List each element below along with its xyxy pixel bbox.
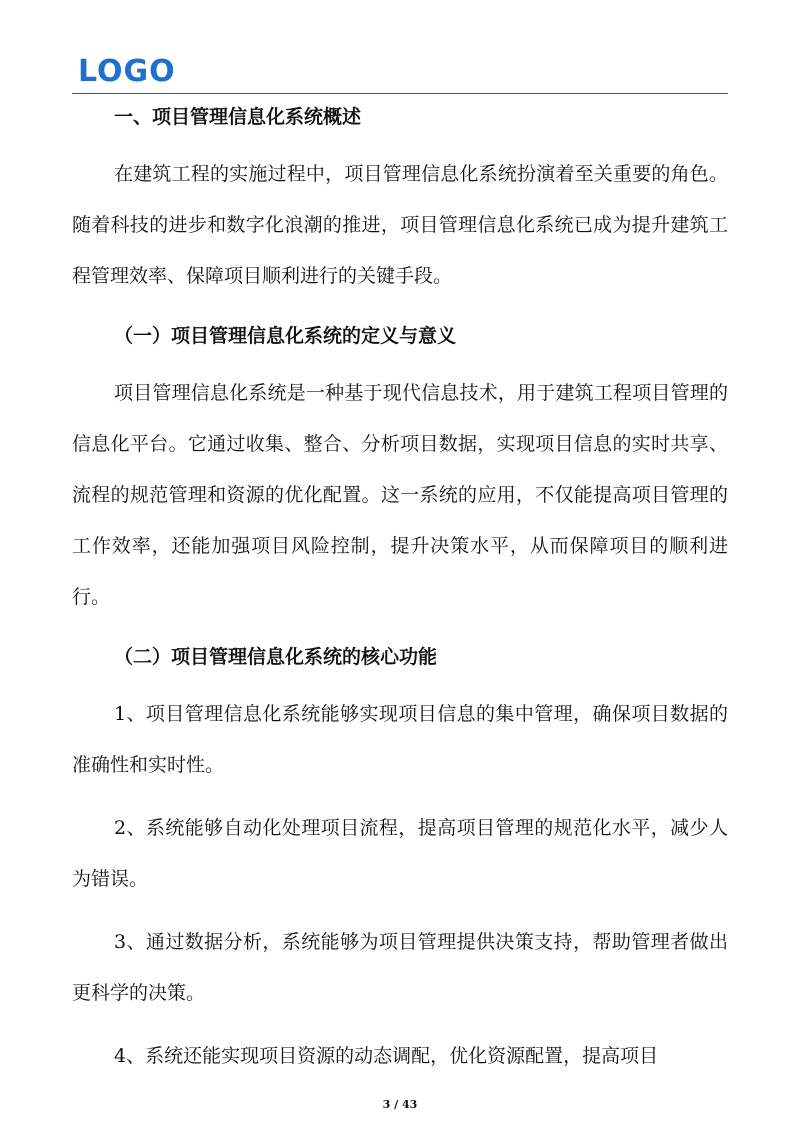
page-number: 3 / 43: [382, 1098, 418, 1111]
list-item: 4、系统还能实现项目资源的动态调配，优化资源配置，提高项目: [114, 1045, 659, 1067]
section-heading: 一、项目管理信息化系统概述: [114, 106, 362, 128]
subsection-heading: （一）项目管理信息化系统的定义与意义: [114, 325, 457, 347]
paragraph: 在建筑工程的实施过程中，项目管理信息化系统扮演着至关重要的角色。随着科技的进步和数字化浪潮的推进，项目管理信息化系统已成为提升建筑工程管理效率、保障项目顺利进行的关键手段。: [72, 163, 728, 287]
logo: LOGO: [78, 54, 176, 89]
list-item: 2、系统能够自动化处理项目流程，提高项目管理的规范化水平，减少人为错误。: [72, 817, 728, 890]
document-body: [72, 97, 728, 1082]
list-item: 3、通过数据分析，系统能够为项目管理提供决策支持，帮助管理者做出更科学的决策。: [72, 931, 728, 1004]
list-item: 1、项目管理信息化系统能够实现项目信息的集中管理，确保项目数据的准确性和实时性。: [72, 703, 728, 776]
subsection-heading: （二）项目管理信息化系统的核心功能: [114, 646, 438, 668]
header-divider: [72, 93, 728, 94]
paragraph: 项目管理信息化系统是一种基于现代信息技术，用于建筑工程项目管理的信息化平台。它通过收集、整合、分析项目数据，实现项目信息的实时共享、流程的规范管理和资源的优化配置。这一系统的应用，不仅能提高项目管理的工作效率，还能加强项目风险控制，提升决策水平，从而保障项目的顺利进行。: [72, 382, 728, 608]
